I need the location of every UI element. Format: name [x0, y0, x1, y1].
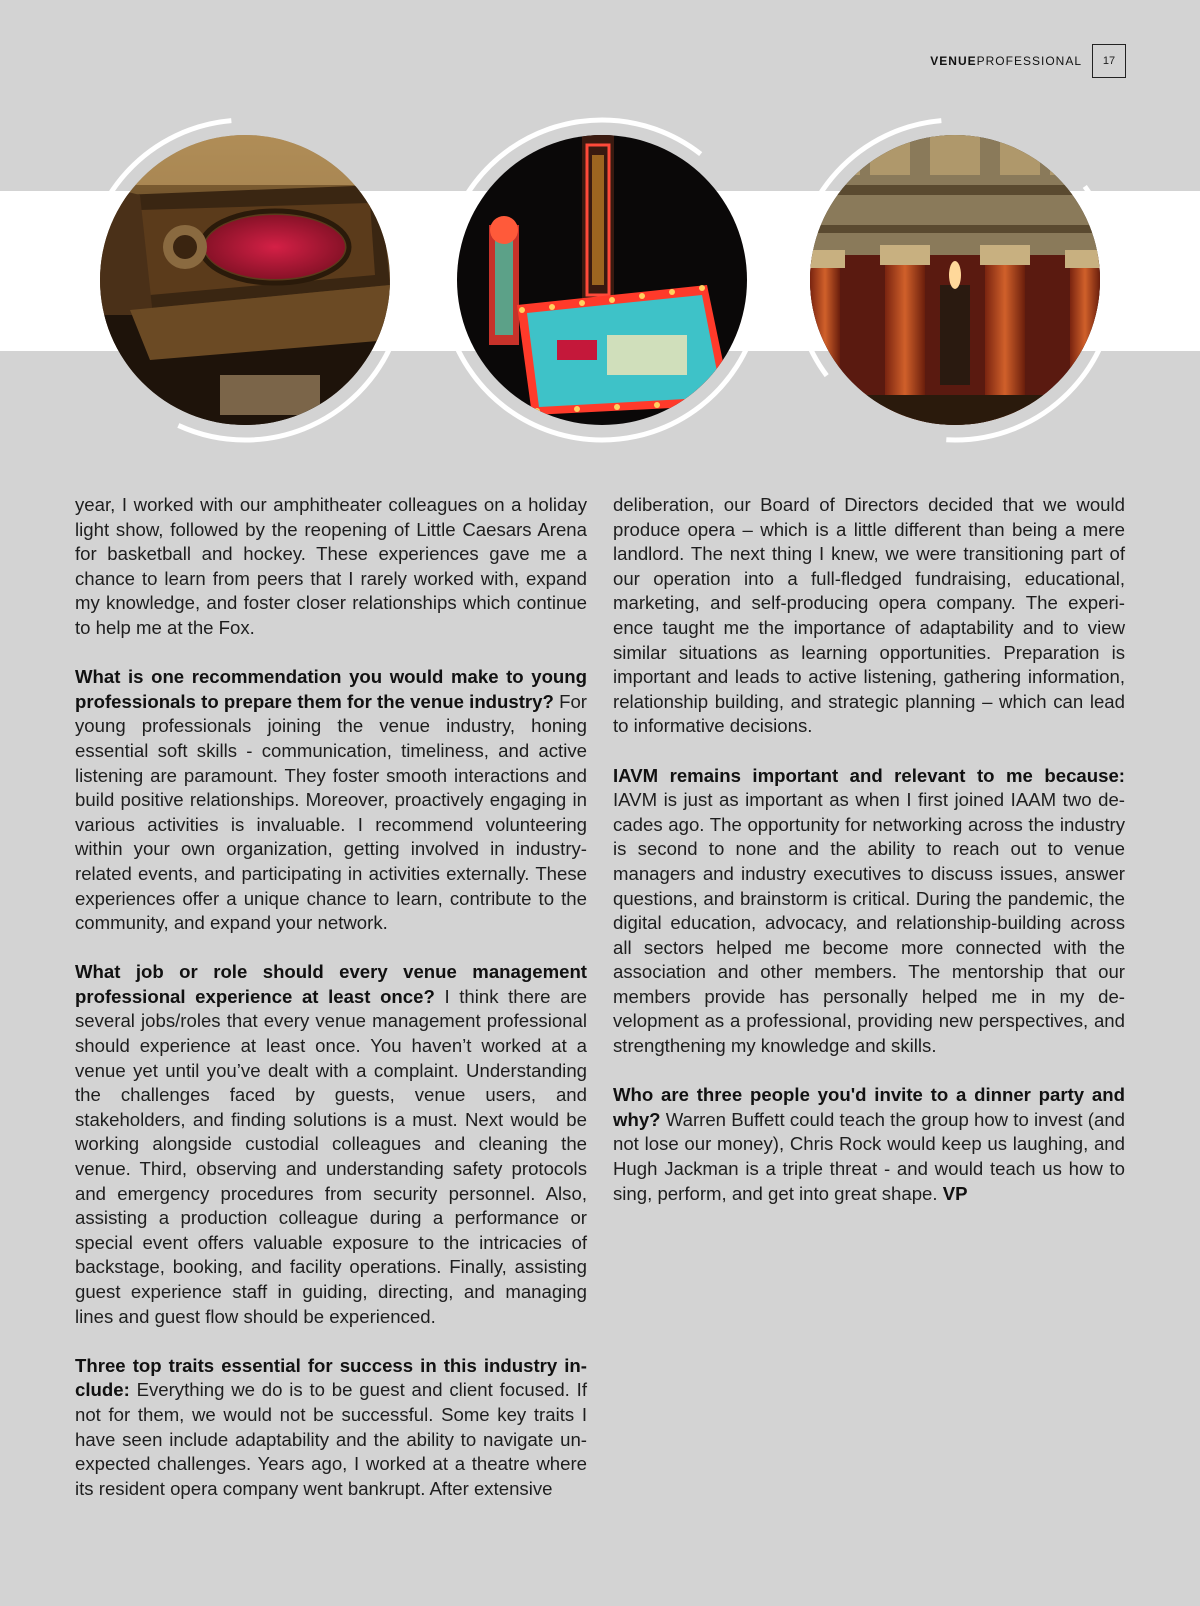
- paragraph: year, I worked with our amphitheater colleagues on a holiday light show, followed by the reopening of Little Caesars Arena for basketball and hockey. These experiences gave me a chance to learn from peers that I rarely worked with, expand my knowledge, and foster closer relationships which continue to help me at the Fox.: [75, 494, 587, 638]
- photo-marquee: [457, 135, 747, 425]
- page-number: 17: [1092, 44, 1126, 78]
- column-right: [613, 493, 1125, 1526]
- qa-block: [75, 665, 587, 936]
- answer: I think there are several jobs/roles that every venue management professional should experience at least once. You haven’t worked at a venue yet until you’ve dealt with a complaint. Understanding the challenges faced by guests, venue users, and stakeholders, and finding solutions is a must. Next would be working alongside custodial colleagues and cleaning the venue. Third, observing and understanding safety protocols and emergency procedures from security personnel. Also, assisting a production colleague during a performance or special event offers valuable exposure to the intricacies of backstage, booking, and facility operations. Finally, assisting guest experience staff in guiding, directing, and managing lines and guest flow should be experienced.: [75, 985, 587, 1327]
- column-left: [75, 493, 587, 1526]
- question: What job or role should every venue management professional experience at least once?: [75, 961, 587, 1007]
- brand-light: PROFESSIONAL: [976, 54, 1082, 68]
- page-header: [930, 44, 1126, 78]
- article-body: [75, 493, 1125, 1526]
- photo-columns-frame: [785, 110, 1125, 450]
- photo-balcony-frame: [75, 110, 415, 450]
- answer: Warren Buffett could teach the group how to invest (and not lose our money), Chris Rock would keep us laughing, and Hugh Jackman is a triple threat - and would teach us how to sing, perform, and get into great shape.: [613, 1108, 1126, 1204]
- question: Three top traits essential for success in this industry include:: [75, 1354, 587, 1401]
- brand-bold: VENUE: [930, 54, 977, 68]
- end-mark: VP: [942, 1182, 968, 1204]
- answer: For young professionals joining the venue industry, honing essential soft skills - communication, timeliness, and active listening are paramount. They foster smooth interactions and build positive relationships. Moreover, proactively engaging in various activities is invaluable. I recommend volunteering within your own organization, getting involved in industry-related events, and participating in activities externally. These experiences offer a unique chance to learn, contribute to the community, and expand your network.: [75, 690, 587, 934]
- qa-block: [75, 1354, 587, 1502]
- qa-block: [613, 764, 1125, 1059]
- photo-columns: [810, 135, 1100, 425]
- question: IAVM remains important and relevant to me because:: [613, 764, 1125, 786]
- question: Who are three people you'd invite to a dinner party and why?: [613, 1084, 1125, 1130]
- photo-balcony: [100, 135, 390, 425]
- photo-marquee-frame: [432, 110, 772, 450]
- answer: Everything we do is to be guest and client focused. If not for them, we would not be successful. Some key traits I have seen include adaptability and the ability to navigate unexpected challenges. Years ago, I worked at a theatre where its resident opera company went bankrupt. After extensive: [75, 1379, 587, 1499]
- qa-block: [613, 1083, 1125, 1206]
- question: What is one recommendation you would make to young professionals to prepare them for the venue industry?: [75, 666, 587, 712]
- magazine-brand: [930, 54, 1082, 68]
- answer: IAVM is just as important as when I first joined IAAM two decades ago. The opportunity for networking across the industry is second to none and the ability to reach out to venue managers and industry executives to discuss issues, answer questions, and brainstorm is critical. During the pandemic, the digital education, advocacy, and relationship-building across all sectors helped me become more connected with the association and other members. The mentorship that our members provide has personally helped me in my development as a professional, providing new perspectives, and strengthening my knowledge and skills.: [613, 789, 1125, 1057]
- paragraph: deliberation, our Board of Directors decided that we would produce opera – which is a little different than being a mere landlord. The next thing I knew, we were transitioning part of our operation into a full-fledged fundraising, educational, marketing, and self-producing opera company. The experience taught me the importance of adaptability and to view similar situations as learning opportunities. Preparation is important and leads to active listening, gathering information, relationship building, and strategic planning – which can lead to informative decisions.: [613, 494, 1125, 737]
- qa-block: [75, 960, 587, 1329]
